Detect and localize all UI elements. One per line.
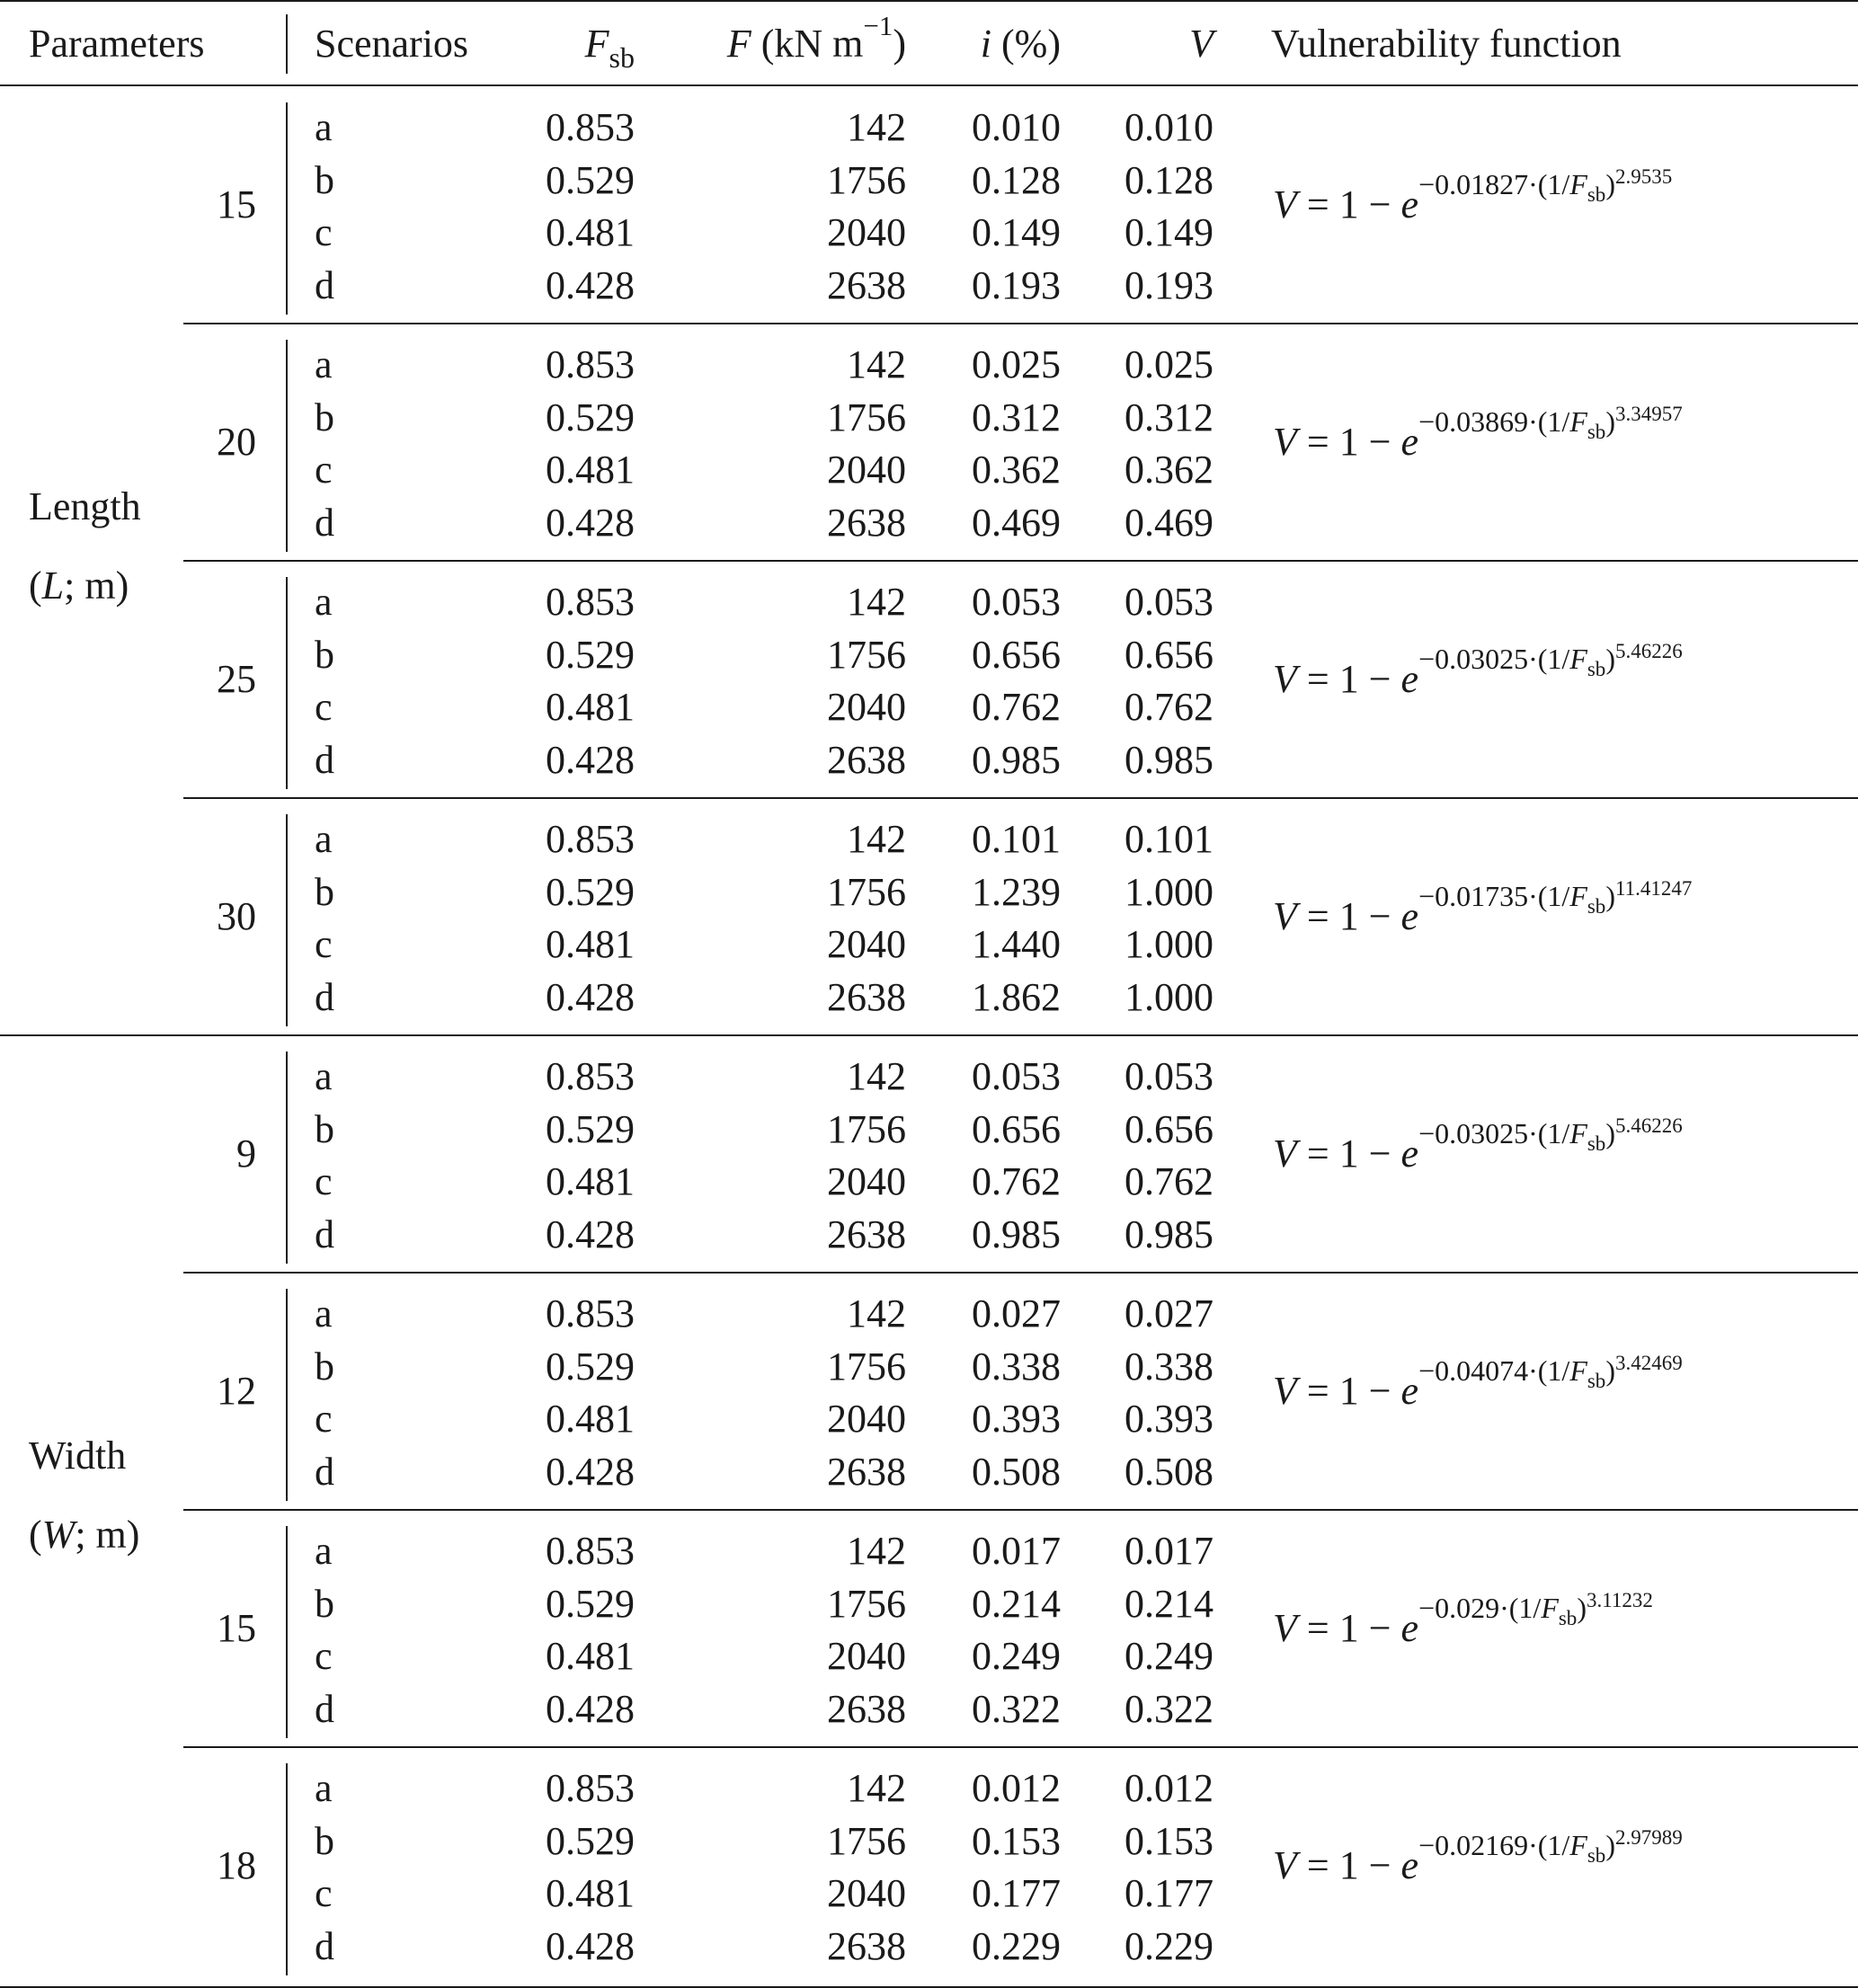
cell-scenario: b <box>315 395 334 439</box>
cell-scenario: a <box>315 580 333 624</box>
cell-scenario: b <box>315 632 334 677</box>
cell-i: 0.153 <box>972 1818 1061 1863</box>
cell-v: 0.053 <box>1125 580 1213 624</box>
cell-fsb: 0.481 <box>546 448 635 492</box>
cell-i: 0.985 <box>972 1211 1061 1256</box>
header-divider <box>286 14 288 74</box>
cell-force: 142 <box>847 105 906 149</box>
cell-scenario: a <box>315 1529 333 1573</box>
cell-i: 0.362 <box>972 448 1061 492</box>
cell-fsb: 0.428 <box>546 262 635 307</box>
cell-fsb: 0.529 <box>546 869 635 914</box>
cell-i: 0.010 <box>972 105 1061 149</box>
cell-v: 0.214 <box>1125 1581 1213 1626</box>
cell-force: 142 <box>847 1766 906 1810</box>
cell-scenario: d <box>315 1686 334 1731</box>
group-label: Length <box>29 484 141 528</box>
cell-scenario: a <box>315 105 333 149</box>
cell-i: 0.025 <box>972 342 1061 386</box>
cell-scenario: b <box>315 869 334 914</box>
cell-scenario: c <box>315 1159 333 1203</box>
param-value: 15 <box>217 182 256 226</box>
cell-force: 2040 <box>827 922 906 966</box>
header-v: V <box>1189 22 1213 66</box>
cell-force: 2040 <box>827 1397 906 1441</box>
cell-force: 2040 <box>827 448 906 492</box>
cell-fsb: 0.853 <box>546 342 635 386</box>
cell-v: 1.000 <box>1125 974 1213 1019</box>
cell-v: 0.762 <box>1125 685 1213 729</box>
param-value: 20 <box>217 420 256 464</box>
cell-v: 0.312 <box>1125 395 1213 439</box>
cell-force: 1756 <box>827 395 906 439</box>
block-rule <box>183 323 1858 324</box>
cell-scenario: d <box>315 1449 334 1494</box>
cell-force: 1756 <box>827 1344 906 1389</box>
cell-scenario: d <box>315 262 334 307</box>
cell-fsb: 0.428 <box>546 500 635 545</box>
cell-v: 0.153 <box>1125 1818 1213 1863</box>
vulnerability-function: $V = 1 - e^{-0.04074\cdot(1/F_{sb})^{3.42469}}$ <box>1273 1352 1683 1413</box>
vulnerability-function: $V = 1 - e^{-0.03869\cdot(1/F_{sb})^{3.34957}}$ <box>1273 403 1683 464</box>
cell-force: 2638 <box>827 737 906 782</box>
cell-force: 2040 <box>827 685 906 729</box>
cell-v: 0.149 <box>1125 210 1213 254</box>
cell-fsb: 0.481 <box>546 1871 635 1915</box>
param-value: 25 <box>217 657 256 701</box>
cell-i: 0.012 <box>972 1766 1061 1810</box>
block-divider <box>286 577 288 789</box>
cell-scenario: b <box>315 1344 334 1389</box>
cell-scenario: d <box>315 500 334 545</box>
cell-i: 0.177 <box>972 1871 1061 1915</box>
cell-i: 0.128 <box>972 157 1061 202</box>
cell-force: 142 <box>847 1291 906 1336</box>
header-scenarios: Scenarios <box>315 22 469 66</box>
cell-scenario: a <box>315 817 333 861</box>
cell-v: 0.469 <box>1125 500 1213 545</box>
cell-fsb: 0.853 <box>546 1766 635 1810</box>
vulnerability-function: $V = 1 - e^{-0.03025\cdot(1/F_{sb})^{5.46226}}$ <box>1273 1114 1683 1176</box>
cell-fsb: 0.481 <box>546 1159 635 1203</box>
cell-v: 0.012 <box>1125 1766 1213 1810</box>
block-rule <box>183 797 1858 799</box>
cell-i: 0.469 <box>972 500 1061 545</box>
cell-scenario: b <box>315 1106 334 1151</box>
cell-force: 1756 <box>827 869 906 914</box>
group-label: Width <box>29 1433 127 1478</box>
header-fsb: $F_{sb}$ <box>584 22 635 74</box>
cell-fsb: 0.853 <box>546 105 635 149</box>
cell-force: 2638 <box>827 1211 906 1256</box>
cell-scenario: d <box>315 737 334 782</box>
vulnerability-function: $V = 1 - e^{-0.02169\cdot(1/F_{sb})^{2.97989}}$ <box>1273 1826 1683 1887</box>
cell-scenario: c <box>315 685 333 729</box>
cell-scenario: c <box>315 210 333 254</box>
cell-scenario: d <box>315 974 334 1019</box>
cell-fsb: 0.481 <box>546 922 635 966</box>
header-rule <box>0 84 1858 86</box>
cell-scenario: b <box>315 1581 334 1626</box>
cell-fsb: 0.428 <box>546 1686 635 1731</box>
cell-i: 0.762 <box>972 1159 1061 1203</box>
header-i: i (%) <box>980 22 1061 66</box>
cell-i: 0.149 <box>972 210 1061 254</box>
cell-v: 0.027 <box>1125 1291 1213 1336</box>
cell-i: 0.656 <box>972 632 1061 677</box>
cell-force: 142 <box>847 817 906 861</box>
cell-fsb: 0.529 <box>546 1581 635 1626</box>
cell-i: 0.322 <box>972 1686 1061 1731</box>
cell-fsb: 0.529 <box>546 395 635 439</box>
cell-v: 0.508 <box>1125 1449 1213 1494</box>
table-top-rule <box>0 0 1858 2</box>
param-value: 15 <box>217 1606 256 1650</box>
cell-fsb: 0.481 <box>546 1397 635 1441</box>
cell-v: 0.338 <box>1125 1344 1213 1389</box>
cell-fsb: 0.529 <box>546 1106 635 1151</box>
cell-v: 0.128 <box>1125 157 1213 202</box>
cell-v: 1.000 <box>1125 922 1213 966</box>
cell-force: 1756 <box>827 1106 906 1151</box>
cell-fsb: 0.853 <box>546 1291 635 1336</box>
group-unit: (W; m) <box>29 1513 140 1557</box>
vulnerability-function: $V = 1 - e^{-0.01735\cdot(1/F_{sb})^{11.41247}}$ <box>1273 877 1693 938</box>
cell-force: 1756 <box>827 632 906 677</box>
vulnerability-function: $V = 1 - e^{-0.029\cdot(1/F_{sb})^{3.11232}}$ <box>1273 1589 1653 1650</box>
cell-i: 0.214 <box>972 1581 1061 1626</box>
header-parameters: Parameters <box>29 22 205 66</box>
cell-fsb: 0.481 <box>546 210 635 254</box>
cell-force: 2638 <box>827 262 906 307</box>
group-unit: (L; m) <box>29 564 129 608</box>
block-divider <box>286 1526 288 1738</box>
cell-v: 0.322 <box>1125 1686 1213 1731</box>
cell-fsb: 0.529 <box>546 1344 635 1389</box>
group-rule <box>0 1034 1858 1036</box>
cell-v: 0.053 <box>1125 1054 1213 1098</box>
cell-scenario: a <box>315 1054 333 1098</box>
cell-i: 0.101 <box>972 817 1061 861</box>
block-divider <box>286 1763 288 1975</box>
cell-scenario: d <box>315 1211 334 1256</box>
cell-i: 0.229 <box>972 1923 1061 1968</box>
cell-force: 2638 <box>827 1449 906 1494</box>
cell-v: 0.193 <box>1125 262 1213 307</box>
block-divider <box>286 1052 288 1264</box>
vulnerability-function: $V = 1 - e^{-0.01827\cdot(1/F_{sb})^{2.9535}}$ <box>1273 165 1673 226</box>
vulnerability-function: $V = 1 - e^{-0.03025\cdot(1/F_{sb})^{5.46226}}$ <box>1273 640 1683 701</box>
block-rule <box>183 1272 1858 1274</box>
cell-force: 2040 <box>827 210 906 254</box>
cell-v: 0.229 <box>1125 1923 1213 1968</box>
cell-i: 0.193 <box>972 262 1061 307</box>
param-value: 12 <box>217 1369 256 1413</box>
cell-i: 0.338 <box>972 1344 1061 1389</box>
param-value: 30 <box>217 894 256 938</box>
cell-scenario: c <box>315 1871 333 1915</box>
cell-i: 0.656 <box>972 1106 1061 1151</box>
cell-i: 0.053 <box>972 1054 1061 1098</box>
cell-force: 1756 <box>827 157 906 202</box>
cell-force: 2040 <box>827 1871 906 1915</box>
block-divider <box>286 102 288 315</box>
cell-v: 0.017 <box>1125 1529 1213 1573</box>
cell-i: 1.440 <box>972 922 1061 966</box>
header-vulnerability-function: Vulnerability function <box>1271 22 1622 66</box>
cell-fsb: 0.529 <box>546 632 635 677</box>
cell-fsb: 0.428 <box>546 1449 635 1494</box>
cell-scenario: a <box>315 1766 333 1810</box>
cell-i: 0.508 <box>972 1449 1061 1494</box>
cell-fsb: 0.481 <box>546 685 635 729</box>
cell-fsb: 0.853 <box>546 1054 635 1098</box>
cell-force: 1756 <box>827 1818 906 1863</box>
cell-v: 0.010 <box>1125 105 1213 149</box>
cell-v: 0.177 <box>1125 1871 1213 1915</box>
cell-v: 0.362 <box>1125 448 1213 492</box>
cell-i: 1.239 <box>972 869 1061 914</box>
cell-scenario: a <box>315 342 333 386</box>
cell-scenario: a <box>315 1291 333 1336</box>
cell-i: 0.249 <box>972 1634 1061 1678</box>
cell-i: 1.862 <box>972 974 1061 1019</box>
cell-fsb: 0.481 <box>546 1634 635 1678</box>
cell-i: 0.053 <box>972 580 1061 624</box>
cell-fsb: 0.853 <box>546 817 635 861</box>
cell-v: 0.101 <box>1125 817 1213 861</box>
cell-v: 0.985 <box>1125 1211 1213 1256</box>
cell-scenario: d <box>315 1923 334 1968</box>
cell-fsb: 0.853 <box>546 580 635 624</box>
cell-v: 0.393 <box>1125 1397 1213 1441</box>
cell-force: 142 <box>847 1529 906 1573</box>
cell-i: 0.985 <box>972 737 1061 782</box>
cell-v: 0.985 <box>1125 737 1213 782</box>
cell-fsb: 0.529 <box>546 1818 635 1863</box>
block-rule <box>183 1509 1858 1511</box>
cell-force: 2040 <box>827 1634 906 1678</box>
cell-fsb: 0.428 <box>546 1923 635 1968</box>
cell-force: 142 <box>847 342 906 386</box>
cell-i: 0.762 <box>972 685 1061 729</box>
cell-fsb: 0.529 <box>546 157 635 202</box>
cell-v: 0.656 <box>1125 632 1213 677</box>
cell-v: 1.000 <box>1125 869 1213 914</box>
cell-force: 142 <box>847 580 906 624</box>
cell-force: 142 <box>847 1054 906 1098</box>
cell-i: 0.027 <box>972 1291 1061 1336</box>
block-rule <box>183 1746 1858 1748</box>
cell-force: 2638 <box>827 1923 906 1968</box>
block-divider <box>286 814 288 1026</box>
cell-scenario: c <box>315 1634 333 1678</box>
cell-v: 0.025 <box>1125 342 1213 386</box>
cell-v: 0.249 <box>1125 1634 1213 1678</box>
param-value: 18 <box>217 1843 256 1887</box>
cell-scenario: b <box>315 157 334 202</box>
cell-i: 0.393 <box>972 1397 1061 1441</box>
param-value: 9 <box>236 1132 256 1176</box>
cell-fsb: 0.428 <box>546 974 635 1019</box>
cell-force: 2638 <box>827 500 906 545</box>
cell-scenario: c <box>315 1397 333 1441</box>
cell-force: 2638 <box>827 974 906 1019</box>
cell-v: 0.762 <box>1125 1159 1213 1203</box>
block-rule <box>183 560 1858 562</box>
cell-i: 0.017 <box>972 1529 1061 1573</box>
cell-fsb: 0.428 <box>546 1211 635 1256</box>
cell-fsb: 0.853 <box>546 1529 635 1573</box>
block-divider <box>286 340 288 552</box>
cell-i: 0.312 <box>972 395 1061 439</box>
cell-force: 2638 <box>827 1686 906 1731</box>
block-divider <box>286 1289 288 1501</box>
cell-force: 1756 <box>827 1581 906 1626</box>
cell-scenario: c <box>315 448 333 492</box>
header-force: F (kN $m^{-1}$) <box>726 10 906 66</box>
cell-force: 2040 <box>827 1159 906 1203</box>
cell-v: 0.656 <box>1125 1106 1213 1151</box>
cell-fsb: 0.428 <box>546 737 635 782</box>
cell-scenario: c <box>315 922 333 966</box>
cell-scenario: b <box>315 1818 334 1863</box>
